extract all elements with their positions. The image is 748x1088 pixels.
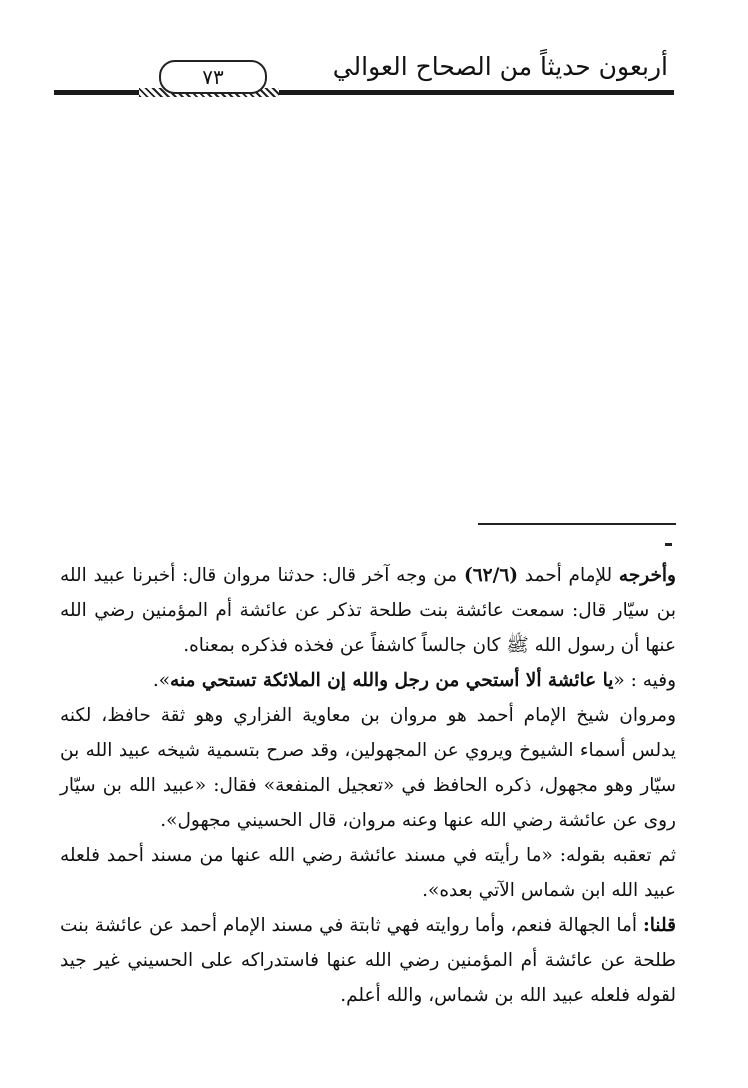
footnote-text xyxy=(60,558,676,1013)
lead-word: قلنا: xyxy=(642,915,676,936)
lead-word: وأخرجه xyxy=(618,565,676,586)
paragraph-5 xyxy=(60,908,676,1013)
footnote-separator xyxy=(478,523,676,525)
running-header xyxy=(54,50,674,100)
book-title: أربعون حديثاً من الصحاح العوالي xyxy=(332,52,668,81)
text-run: أما الجهالة فنعم، وأما روايته فهي ثابتة في مسند الإمام أحمد عن عائشة بنت طلحة عن عائشة أم المؤمنين رضي الله عنها فاستدراكه على الحسيني غير جيد لقوله فلعله عبيد الله بن شماس، والله أعلم. xyxy=(60,915,676,1006)
text-run: للإمام أحمد xyxy=(518,565,619,586)
reference: (٦٢/٦) xyxy=(463,565,519,586)
paragraph-1 xyxy=(60,558,676,663)
page-number: ٧٣ xyxy=(159,60,267,94)
text-run: وفيه : « xyxy=(613,670,676,691)
paragraph-4: ثم تعقبه بقوله: «ما رأيته في مسند عائشة رضي الله عنها من مسند أحمد فلعله عبيد الله ابن شماس الآتي بعده». xyxy=(60,845,676,901)
text-run: ». xyxy=(152,670,171,691)
edge-mark xyxy=(665,543,672,546)
paragraph-3: ومروان شيخ الإمام أحمد هو مروان بن معاوية الفزاري وهو ثقة حافظ، لكنه يدلس أسماء الشيوخ ويروي عن المجهولين، وقد صرح بتسمية شيخه عبيد الله بن سيّار وهو مجهول، ذكره الحافظ في «تعجيل المنفعة» فقال: «عبيد الله بن سيّار روى عن عائشة رضي الله عنها وعنه مروان، قال الحسيني مجهول». xyxy=(60,705,676,831)
hadith-quote: يا عائشة ألا أستحي من رجل والله إن الملائكة تستحي منه xyxy=(170,670,614,691)
paragraph-2 xyxy=(60,663,676,698)
text-run: من وجه آخر قال: حدثنا مروان قال: أخبرنا عبيد الله بن سيّار قال: سمعت عائشة بنت طلحة تذكر عن عائشة أم المؤمنين رضي الله عنها أن رسول الله ﷺ كان جالساً كاشفاً عن فخذه فذكره بمعناه. xyxy=(60,565,676,656)
